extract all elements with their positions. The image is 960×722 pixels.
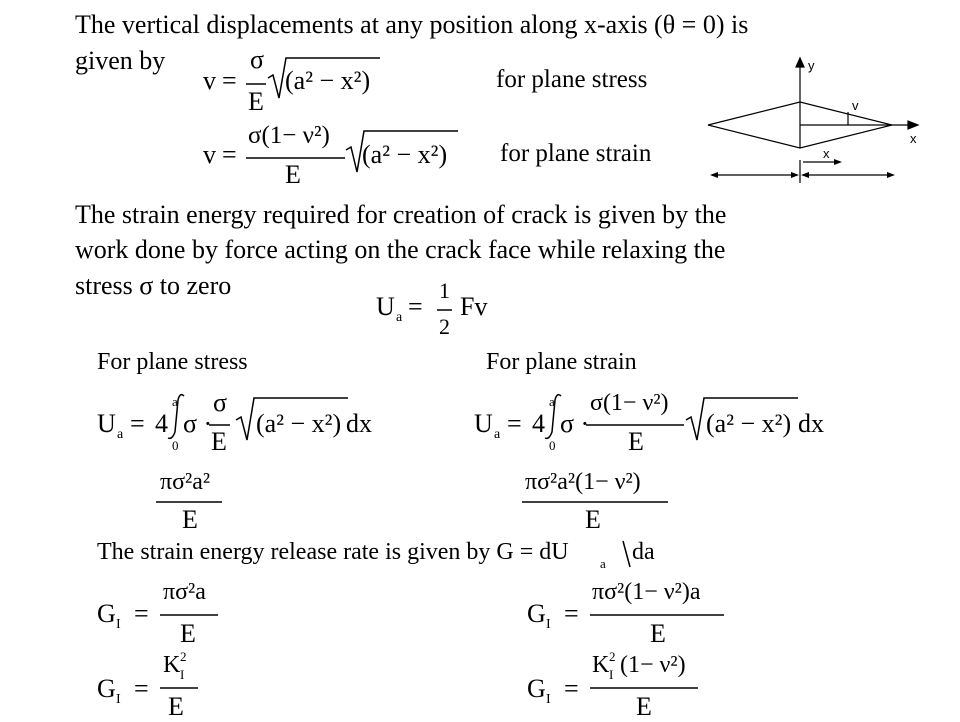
energy-line-3: stress σ to zero: [75, 271, 232, 300]
radicand: (a² − x²): [285, 66, 371, 95]
release-rate-subscript: a: [600, 556, 606, 571]
strain-numerator: σ(1− ν²): [590, 390, 669, 416]
plane-stress-label: for plane stress: [496, 66, 648, 93]
u-symbol: U: [97, 409, 116, 438]
v-label: v: [852, 98, 859, 113]
integral-sign: [545, 395, 561, 439]
g-subscript: I: [546, 692, 551, 707]
denominator: E: [180, 619, 196, 648]
equals-sign: =: [507, 409, 522, 438]
x-axis-label: x: [910, 131, 917, 146]
sigma-dot: σ ·: [560, 409, 590, 438]
stress-result-denominator: E: [182, 505, 198, 534]
equals-sign: =: [222, 66, 237, 95]
y-axis-arrowhead: [796, 58, 804, 67]
denominator: E: [168, 692, 184, 721]
denominator: E: [650, 619, 666, 648]
u-subscript: a: [494, 427, 501, 442]
denominator: E: [636, 692, 652, 721]
u-symbol: U: [474, 409, 493, 438]
dx-term: dx: [346, 409, 372, 438]
e-denominator: E: [211, 427, 227, 456]
k-subscript: I: [180, 667, 185, 682]
g-symbol: G: [527, 674, 546, 703]
equals-sign: =: [130, 409, 145, 438]
equals-sign: =: [222, 140, 237, 169]
stress-result-numerator: πσ²a²: [160, 469, 211, 495]
radical-sign: [346, 131, 458, 172]
division-slash: [623, 541, 630, 567]
k-symbol: K: [592, 652, 610, 678]
radical-sign: [236, 398, 348, 440]
v-symbol: v: [203, 66, 216, 95]
strain-result-denominator: E: [585, 505, 601, 534]
g-subscript: I: [116, 617, 121, 632]
integral-sign: [168, 395, 184, 439]
lower-limit: 0: [172, 438, 179, 453]
k-strain-tail: (1− ν²): [620, 652, 686, 678]
k-symbol: K: [163, 652, 181, 678]
numerator: πσ²a: [163, 579, 206, 605]
u-subscript: a: [117, 427, 124, 442]
arrowhead: [834, 159, 842, 165]
k-subscript: I: [609, 667, 614, 682]
arrowhead: [887, 172, 895, 178]
g-subscript: I: [546, 617, 551, 632]
half-numerator: 1: [439, 278, 450, 303]
coefficient: 4: [155, 409, 168, 438]
y-axis-label: y: [808, 58, 815, 73]
radical-sign: [268, 58, 380, 98]
release-rate-tail: da: [632, 539, 655, 565]
half-denominator: 2: [439, 314, 450, 339]
strain-result-numerator: πσ²a²(1− ν²): [525, 469, 641, 495]
e-denominator: E: [285, 160, 301, 189]
equals-sign: =: [564, 674, 579, 703]
u-subscript: a: [396, 310, 403, 325]
fv-term: Fv: [460, 292, 488, 321]
intro-line-1: The vertical displacements at any position along x-axis (θ = 0) is: [75, 10, 749, 39]
release-rate-text: The strain energy release rate is given by G = dU: [97, 539, 569, 565]
numerator: πσ²(1− ν²)a: [592, 579, 701, 605]
x-dimension-label: x: [823, 146, 830, 161]
e-denominator: E: [248, 87, 264, 116]
dx-term: dx: [798, 409, 824, 438]
upper-limit: a: [172, 394, 178, 409]
equals-sign: =: [564, 599, 579, 628]
upper-limit: a: [549, 394, 555, 409]
plane-strain-label: for plane strain: [500, 140, 652, 167]
coefficient: 4: [532, 409, 545, 438]
energy-line-2: work done by force acting on the crack face while relaxing the: [75, 235, 726, 264]
v-symbol: v: [203, 140, 216, 169]
radicand: (a² − x²): [256, 409, 342, 438]
radical-sign: [686, 398, 798, 440]
equals-sign: =: [134, 674, 149, 703]
arrowhead: [801, 172, 809, 178]
sigma-numerator: σ: [213, 388, 228, 417]
energy-line-1: The strain energy required for creation of crack is given by the: [75, 200, 727, 229]
k-superscript: 2: [609, 649, 616, 664]
intro-line-2: given by: [75, 46, 166, 75]
x-axis-arrowhead: [908, 121, 918, 129]
g-subscript: I: [116, 692, 121, 707]
radicand: (a² − x²): [706, 409, 792, 438]
e-denominator: E: [628, 427, 644, 456]
equals-sign: =: [408, 292, 423, 321]
g-symbol: G: [97, 674, 116, 703]
radicand: (a² − x²): [362, 140, 448, 169]
g-symbol: G: [97, 599, 116, 628]
strain-numerator: σ(1− ν²): [248, 122, 330, 149]
arrowhead: [710, 172, 718, 178]
plane-stress-heading: For plane stress: [97, 349, 248, 375]
u-symbol: U: [376, 292, 395, 321]
arrowhead: [791, 172, 799, 178]
sigma-numerator: σ: [250, 45, 265, 74]
lower-limit: 0: [549, 438, 556, 453]
plane-strain-heading: For plane strain: [486, 349, 637, 375]
sigma-dot: σ ·: [183, 409, 213, 438]
k-superscript: 2: [180, 649, 187, 664]
g-symbol: G: [527, 599, 546, 628]
crack-diagram: [700, 50, 950, 190]
equals-sign: =: [134, 599, 149, 628]
